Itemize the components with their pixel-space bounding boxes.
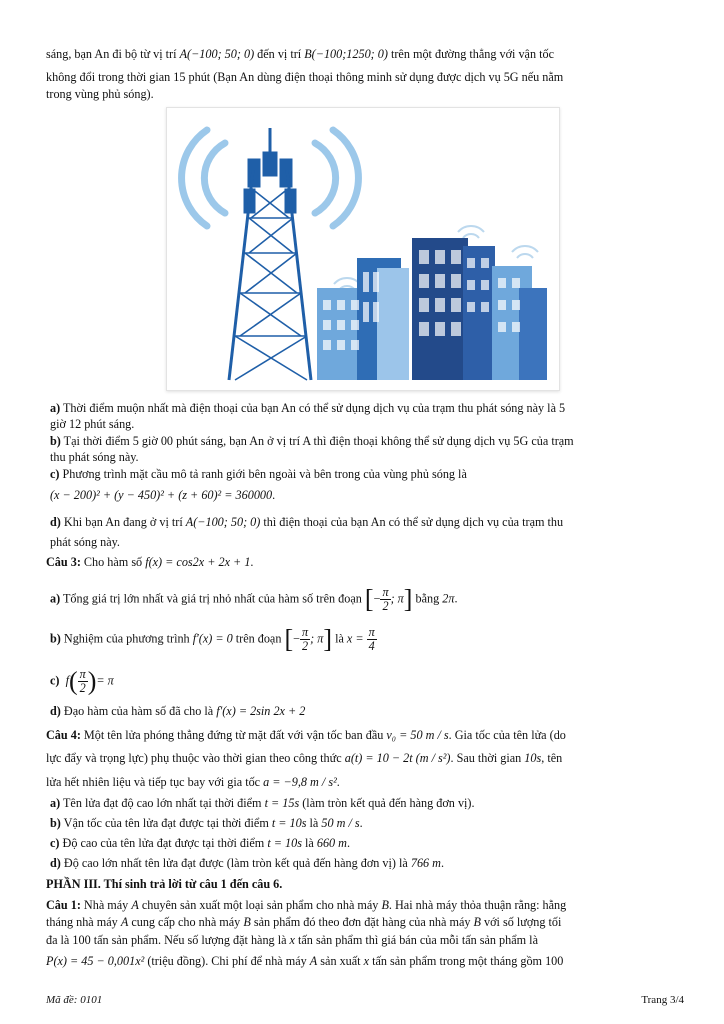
q3-item-a: a) Tổng giá trị lớn nhất và giá trị nhỏ nhất của hàm số trên đoạn [− $\frac{\pi}{2}$ ; π] bằng 2π. — [50, 584, 458, 614]
q2-item-c: c) Phương trình mặt cầu mô tả ranh giới bên ngoài và bên trong của vùng phủ sóng là — [50, 467, 467, 481]
page-number: Trang 3/4 — [641, 994, 684, 1006]
tower-illustration — [166, 107, 560, 391]
p3-q1-line-1: Câu 1: Nhà máy A chuyên sản xuất một loại sản phẩm cho nhà máy B. Hai nhà máy thỏa thuận rằng: hằng — [46, 898, 567, 912]
q4-item-a: a) Tên lửa đạt độ cao lớn nhất tại thời điểm t = 15s (làm tròn kết quả đến hàng đơn vị). — [50, 796, 475, 810]
exam-code: Mã đề: 0101 — [46, 994, 103, 1006]
q2-sphere-equation: (x − 200)² + (y − 450)² + (z + 60)² = 360000. — [50, 488, 276, 502]
q4-stem-2: lực đẩy và trọng lực) phụ thuộc vào thời gian theo công thức a(t) = 10 − 2t (m / s²). Sau thời gian 10s, tên — [46, 751, 563, 765]
intro-line-1: sáng, bạn An đi bộ từ vị trí A(−100; 50; 0) đến vị trí B(−100;1250; 0) trên một đường thẳng với vận tốc — [46, 47, 554, 61]
cell-tower-icon — [229, 128, 311, 380]
q4-item-d: d) Độ cao lớn nhất tên lửa đạt được (làm tròn kết quả đến hàng đơn vị) là 766 m. — [50, 856, 445, 870]
q3-stem: Câu 3: Cho hàm số f(x) = cos2x + 2x + 1. — [46, 555, 254, 569]
q4-stem-1: Câu 4: Một tên lửa phóng thẳng đứng từ mặt đất với vận tốc ban đầu v₀ = 50 m / s. Gia tốc của tên lửa (do — [46, 728, 566, 742]
q4-item-b: b) Vận tốc của tên lửa đạt được tại thời điểm t = 10s là 50 m / s. — [50, 816, 363, 830]
p3-q1-line-4: P(x) = 45 − 0,001x² (triệu đồng). Chi phí để nhà máy A sản xuất x tấn sản phẩm trong một tháng gồm 100 — [46, 954, 564, 968]
point-a: A(−100; 50; 0) — [179, 47, 255, 61]
q3-item-c: c) f( $\frac{\pi}{2}$ )= π — [50, 666, 114, 696]
point-b: B(−100;1250; 0) — [304, 47, 388, 61]
city-buildings-icon — [317, 238, 547, 380]
q3-item-d: d) Đạo hàm của hàm số đã cho là f′(x) = 2sin 2x + 2 — [50, 704, 306, 718]
q2-item-a-cont: giờ 12 phút sáng. — [50, 417, 135, 431]
p3-q1-line-2: tháng nhà máy A cung cấp cho nhà máy B sản phẩm đó theo đơn đặt hàng của nhà máy B với số lượng tối — [46, 915, 562, 929]
q2-item-b-cont: thu phát sóng này. — [50, 450, 139, 464]
q2-item-b: b) Tại thời điểm 5 giờ 00 phút sáng, bạn An ở vị trí A thì điện thoại không thể sử dụng dịch vụ 5G của trạm — [50, 434, 574, 448]
q4-stem-3: lửa hết nhiên liệu và tiếp tục bay với gia tốc a = −9,8 m / s². — [46, 775, 340, 789]
q2-item-a: a) Thời điểm muộn nhất mà điện thoại của bạn An có thể sử dụng dịch vụ của trạm thu phát sóng này là 5 — [50, 401, 566, 415]
intro-line-2: không đổi trong thời gian 15 phút (Bạn An dùng điện thoại thông minh sử dụng được dịch vụ 5G nếu nằm — [46, 70, 564, 84]
q3-item-b: b) Nghiệm của phương trình f′(x) = 0 trên đoạn [− $\frac{\pi}{2}$ ; π] là x = $\frac{\pi}{4}$ — [50, 624, 375, 654]
p3-q1-line-3: đa là 100 tấn sản phẩm. Nếu số lượng đặt hàng là x tấn sản phẩm thì giá bán của mỗi tấn sản phẩm là — [46, 933, 538, 947]
q2-item-d: d) Khi bạn An đang ở vị trí A(−100; 50; 0) thì điện thoại của bạn An có thể sử dụng dịch vụ của trạm thu — [50, 515, 564, 529]
q2-item-d-cont: phát sóng này. — [50, 535, 120, 549]
intro-line-3: trong vùng phủ sóng). — [46, 87, 154, 101]
q4-item-c: c) Độ cao của tên lửa đạt được tại thời điểm t = 10s là 660 m. — [50, 836, 351, 850]
part3-heading: PHẦN III. Thí sinh trả lời từ câu 1 đến câu 6. — [46, 877, 283, 891]
